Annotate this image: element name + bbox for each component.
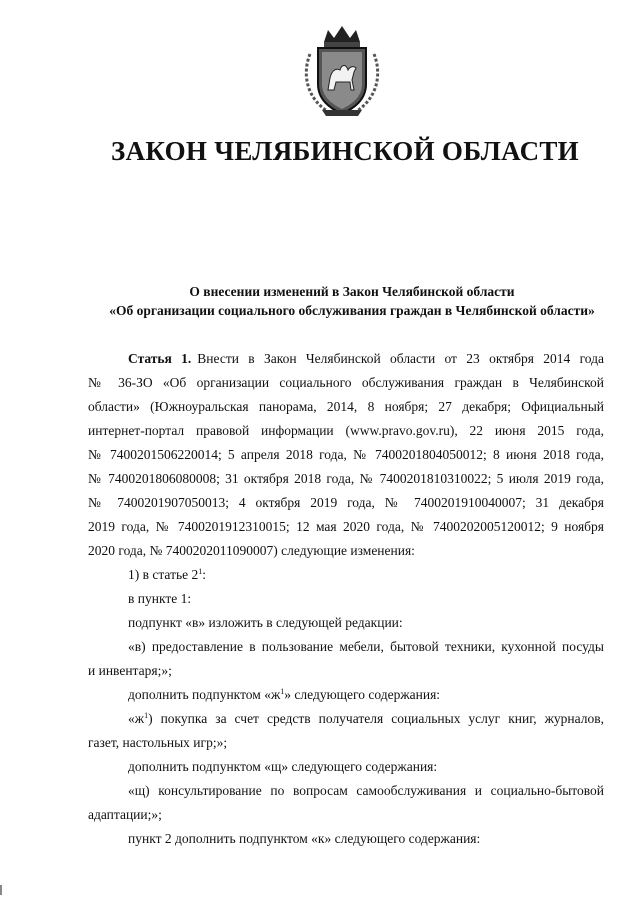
article-line: 2019 года, № 7400201912310015; 12 мая 2020 года, № 7400202005120012; 9 ноября [88,519,604,534]
subject-line-1: О внесении изменений в Закон Челябинской области [189,284,515,299]
item-text: ) покупка за счет средств получателя социальных услуг книг, журналов, [148,711,604,726]
list-item: подпункт «в» изложить в следующей редакции: [128,615,403,630]
coat-of-arms-icon [296,24,388,120]
superscript: 1 [280,687,285,696]
subject-line-2: «Об организации социального обслуживания граждан в Челябинской области» [109,303,595,318]
article-first-line [88,347,604,371]
item-text: : [202,567,207,582]
article-line: № 36-ЗО «Об организации социального обслуживания граждан в Челябинской [88,375,604,390]
list-item [88,683,604,707]
item-text: «ж [128,711,145,726]
law-title: ЗАКОН ЧЕЛЯБИНСКОЙ ОБЛАСТИ [111,136,579,166]
list-item: в пункте 1: [128,591,192,606]
item-text: дополнить подпунктом «ж [128,687,281,702]
article-line: 2020 года, № 7400202011090007) следующие изменения: [88,543,415,558]
article-line: № 7400201806080008; 31 октября 2018 года, № 7400201810310022; 5 июля 2019 года, [88,471,604,486]
article-line: № 7400201506220014; 5 апреля 2018 года, № 7400201804050012; 8 июня 2018 года, [88,447,604,462]
superscript: 1 [144,711,149,720]
list-item: «в) предоставление в пользование мебели, бытовой техники, кухонной посуды [128,639,604,654]
list-item [88,707,604,731]
list-item: дополнить подпунктом «щ» следующего содержания: [128,759,438,774]
scan-edge-mark [0,885,2,895]
article-label: Статья 1. [128,351,192,366]
article-line: области» (Южноуральская панорама, 2014, 8 ноября; 27 декабря; Официальный [88,399,604,414]
article-line-0: Внести в Закон Челябинской области от 23 октября 2014 года [197,351,604,366]
list-item: и инвентаря;»; [88,663,172,678]
list-item [88,563,604,587]
law-subject-heading [60,282,640,320]
list-item: адаптации;»; [88,807,162,822]
item-text: 1) в статье 2 [128,567,199,582]
list-item: «щ) консультирование по вопросам самообслуживания и социально-бытовой [128,783,604,798]
article-line: интернет-портал правовой информации (www.pravo.gov.ru), 22 июня 2015 года, [88,423,604,438]
list-item: газет, настольных игр;»; [88,735,228,750]
law-body [88,347,604,851]
superscript: 1 [198,567,203,576]
item-text: » следующего содержания: [284,687,441,702]
article-line: № 7400201907050013; 4 октября 2019 года, № 7400201910040007; 31 декабря [88,495,604,510]
list-item: пункт 2 дополнить подпунктом «к» следующего содержания: [128,831,481,846]
